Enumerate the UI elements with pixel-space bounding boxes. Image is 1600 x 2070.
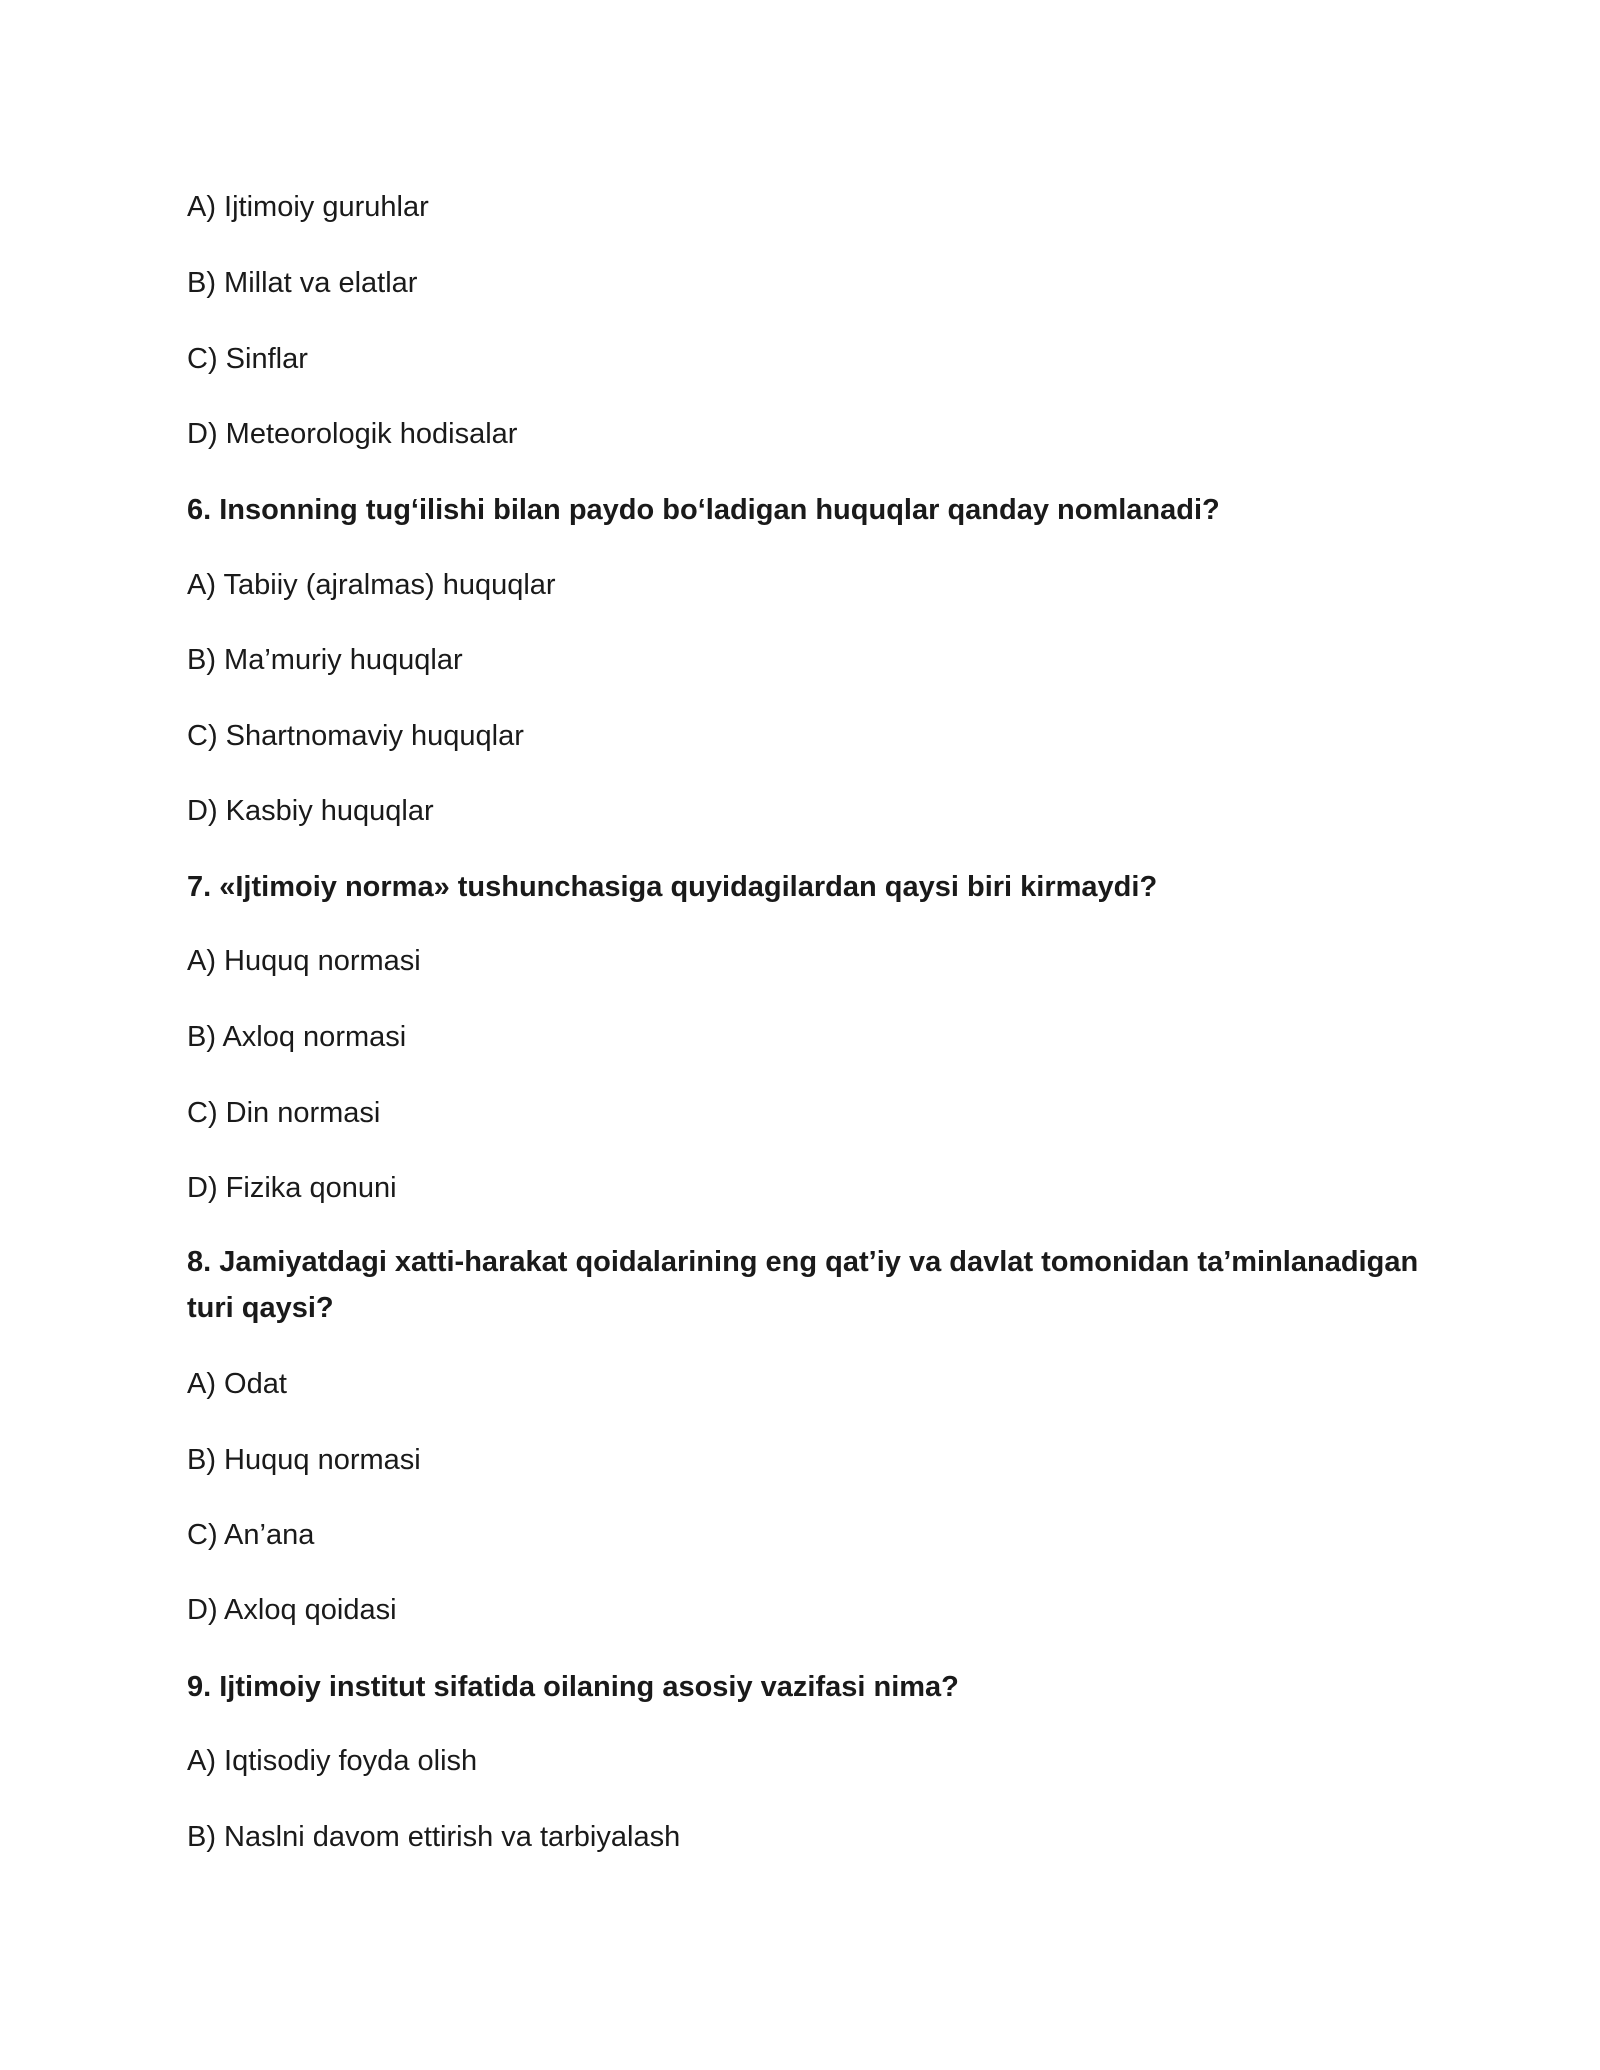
option-6b: B) Ma’muriy huquqlar — [187, 644, 463, 676]
option-5a: A) Ijtimoiy guruhlar — [187, 191, 429, 223]
option-6c: C) Shartnomaviy huquqlar — [187, 720, 524, 752]
option-7b: B) Axloq normasi — [187, 1021, 407, 1053]
question-7: 7. «Ijtimoiy norma» tushunchasiga quyidagilardan qaysi biri kirmaydi? — [187, 871, 1158, 903]
option-7c: C) Din normasi — [187, 1097, 381, 1129]
option-5d: D) Meteorologik hodisalar — [187, 418, 518, 450]
option-5c: C) Sinflar — [187, 343, 308, 375]
question-6: 6. Insonning tug‘ilishi bilan paydo bo‘ladigan huquqlar qanday nomlanadi? — [187, 494, 1220, 526]
option-7a: A) Huquq normasi — [187, 945, 421, 977]
option-5b: B) Millat va elatlar — [187, 267, 418, 299]
question-8: 8. Jamiyatdagi xatti-harakat qoidalarining eng qat’iy va davlat tomonidan ta’minlanadigan turi qaysi? — [187, 1246, 1419, 1324]
option-8c: C) An’ana — [187, 1519, 315, 1551]
option-9a: A) Iqtisodiy foyda olish — [187, 1745, 478, 1777]
option-6a: A) Tabiiy (ajralmas) huquqlar — [187, 569, 556, 601]
option-6d: D) Kasbiy huquqlar — [187, 795, 434, 827]
option-8b: B) Huquq normasi — [187, 1444, 421, 1476]
option-8a: A) Odat — [187, 1368, 287, 1400]
option-8d: D) Axloq qoidasi — [187, 1594, 397, 1626]
question-9: 9. Ijtimoiy institut sifatida oilaning asosiy vazifasi nima? — [187, 1671, 959, 1703]
option-7d: D) Fizika qonuni — [187, 1172, 397, 1204]
option-9b: B) Naslni davom ettirish va tarbiyalash — [187, 1821, 681, 1853]
